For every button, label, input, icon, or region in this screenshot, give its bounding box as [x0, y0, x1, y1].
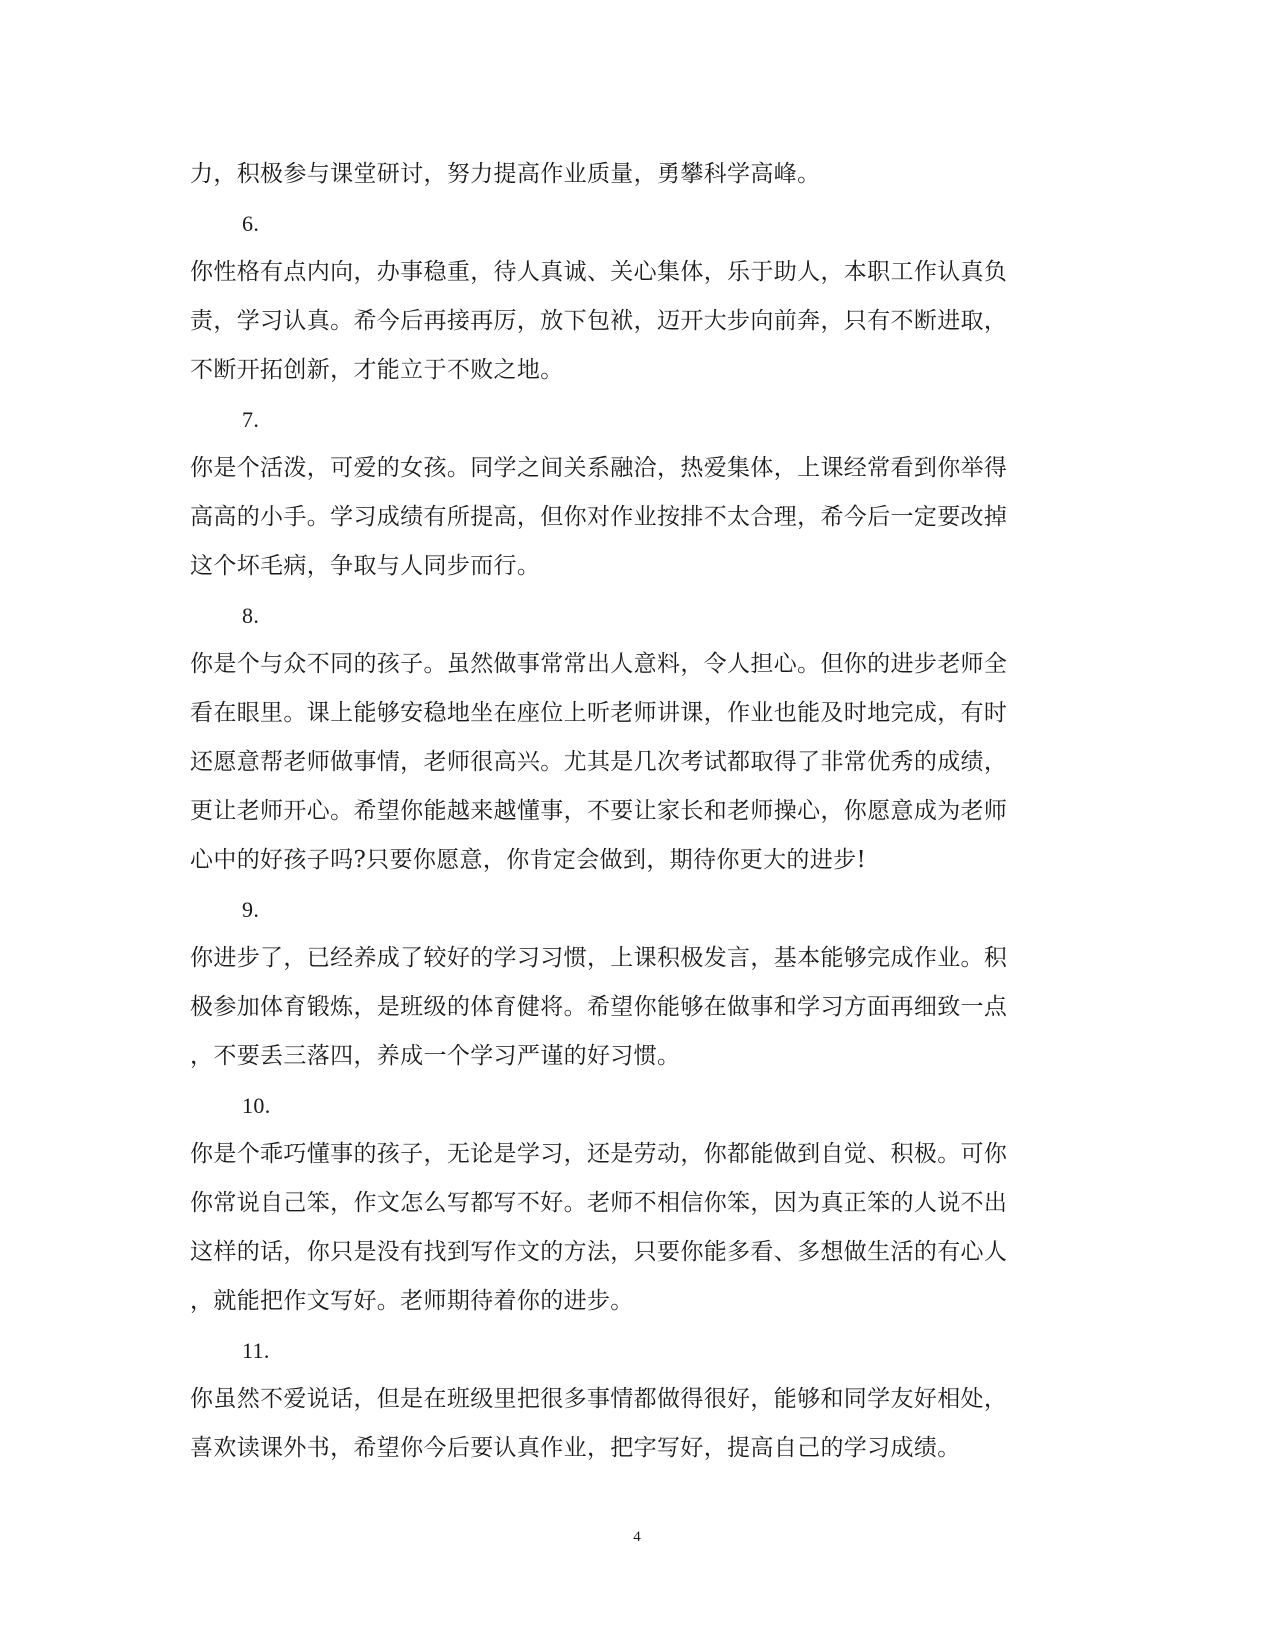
paragraph-line: 你常说自己笨，作文怎么写都写不好。老师不相信你笨，因为真正笨的人说不出 — [190, 1190, 1008, 1216]
paragraph-line: 高高的小手。学习成绩有所提高，但你对作业按排不太合理，希今后一定要改掉 — [190, 504, 1008, 530]
paragraph-line: 这个坏毛病，争取与人同步而行。 — [190, 553, 541, 579]
paragraph-line: 这样的话，你只是没有找到写作文的方法，只要你能多看、多想做生活的有心人 — [190, 1239, 1008, 1265]
paragraph-line: 你进步了，已经养成了较好的学习习惯，上课积极发言，基本能够完成作业。积 — [190, 945, 1008, 971]
document-body — [190, 150, 1070, 1473]
paragraph-line: 你是个乖巧懂事的孩子，无论是学习，还是劳动，你都能做到自觉、积极。可你 — [190, 1141, 1008, 1167]
paragraph-line: 你是个活泼，可爱的女孩。同学之间关系融洽，热爱集体，上课经常看到你举得 — [190, 455, 1008, 481]
paragraph-line: 喜欢读课外书，希望你今后要认真作业，把字写好，提高自己的学习成绩。 — [190, 1435, 961, 1461]
paragraph-line: ，不要丢三落四，养成一个学习严谨的好习惯。 — [190, 1043, 681, 1069]
paragraph-line: 你性格有点内向，办事稳重，待人真诚、关心集体，乐于助人，本职工作认真负 — [190, 259, 1008, 285]
paragraph-line: ，就能把作文写好。老师期待着你的进步。 — [190, 1288, 634, 1314]
paragraph-line: 极参加体育锻炼，是班级的体育健将。希望你能够在做事和学习方面再细致一点 — [190, 994, 1008, 1020]
paragraph-line: 你虽然不爱说话，但是在班级里把很多事情都做得很好，能够和同学友好相处， — [190, 1386, 1008, 1412]
item-number: 7. — [242, 407, 260, 432]
item-number: 8. — [242, 603, 260, 628]
paragraph-line: 心中的好孩子吗?只要你愿意，你肯定会做到，期待你更大的进步! — [190, 847, 867, 873]
paragraph-line: 还愿意帮老师做事情，老师很高兴。尤其是几次考试都取得了非常优秀的成绩， — [190, 749, 1008, 775]
paragraph-line: 更让老师开心。希望你能越来越懂事，不要让家长和老师操心，你愿意成为老师 — [190, 798, 1008, 824]
paragraph-line: 责，学习认真。希今后再接再厉，放下包袱，迈开大步向前奔，只有不断进取， — [190, 308, 1008, 334]
page-number: 4 — [633, 1529, 641, 1545]
item-number: 6. — [242, 211, 260, 236]
paragraph-line: 力，积极参与课堂研讨，努力提高作业质量，勇攀科学高峰。 — [190, 161, 821, 187]
item-number: 10. — [242, 1093, 271, 1118]
paragraph-line: 看在眼里。课上能够安稳地坐在座位上听老师讲课，作业也能及时地完成，有时 — [190, 700, 1008, 726]
paragraph-line: 不断开拓创新，才能立于不败之地。 — [190, 357, 564, 383]
item-number: 11. — [242, 1338, 270, 1363]
paragraph-line: 你是个与众不同的孩子。虽然做事常常出人意料，令人担心。但你的进步老师全 — [190, 651, 1008, 677]
item-number: 9. — [242, 897, 260, 922]
